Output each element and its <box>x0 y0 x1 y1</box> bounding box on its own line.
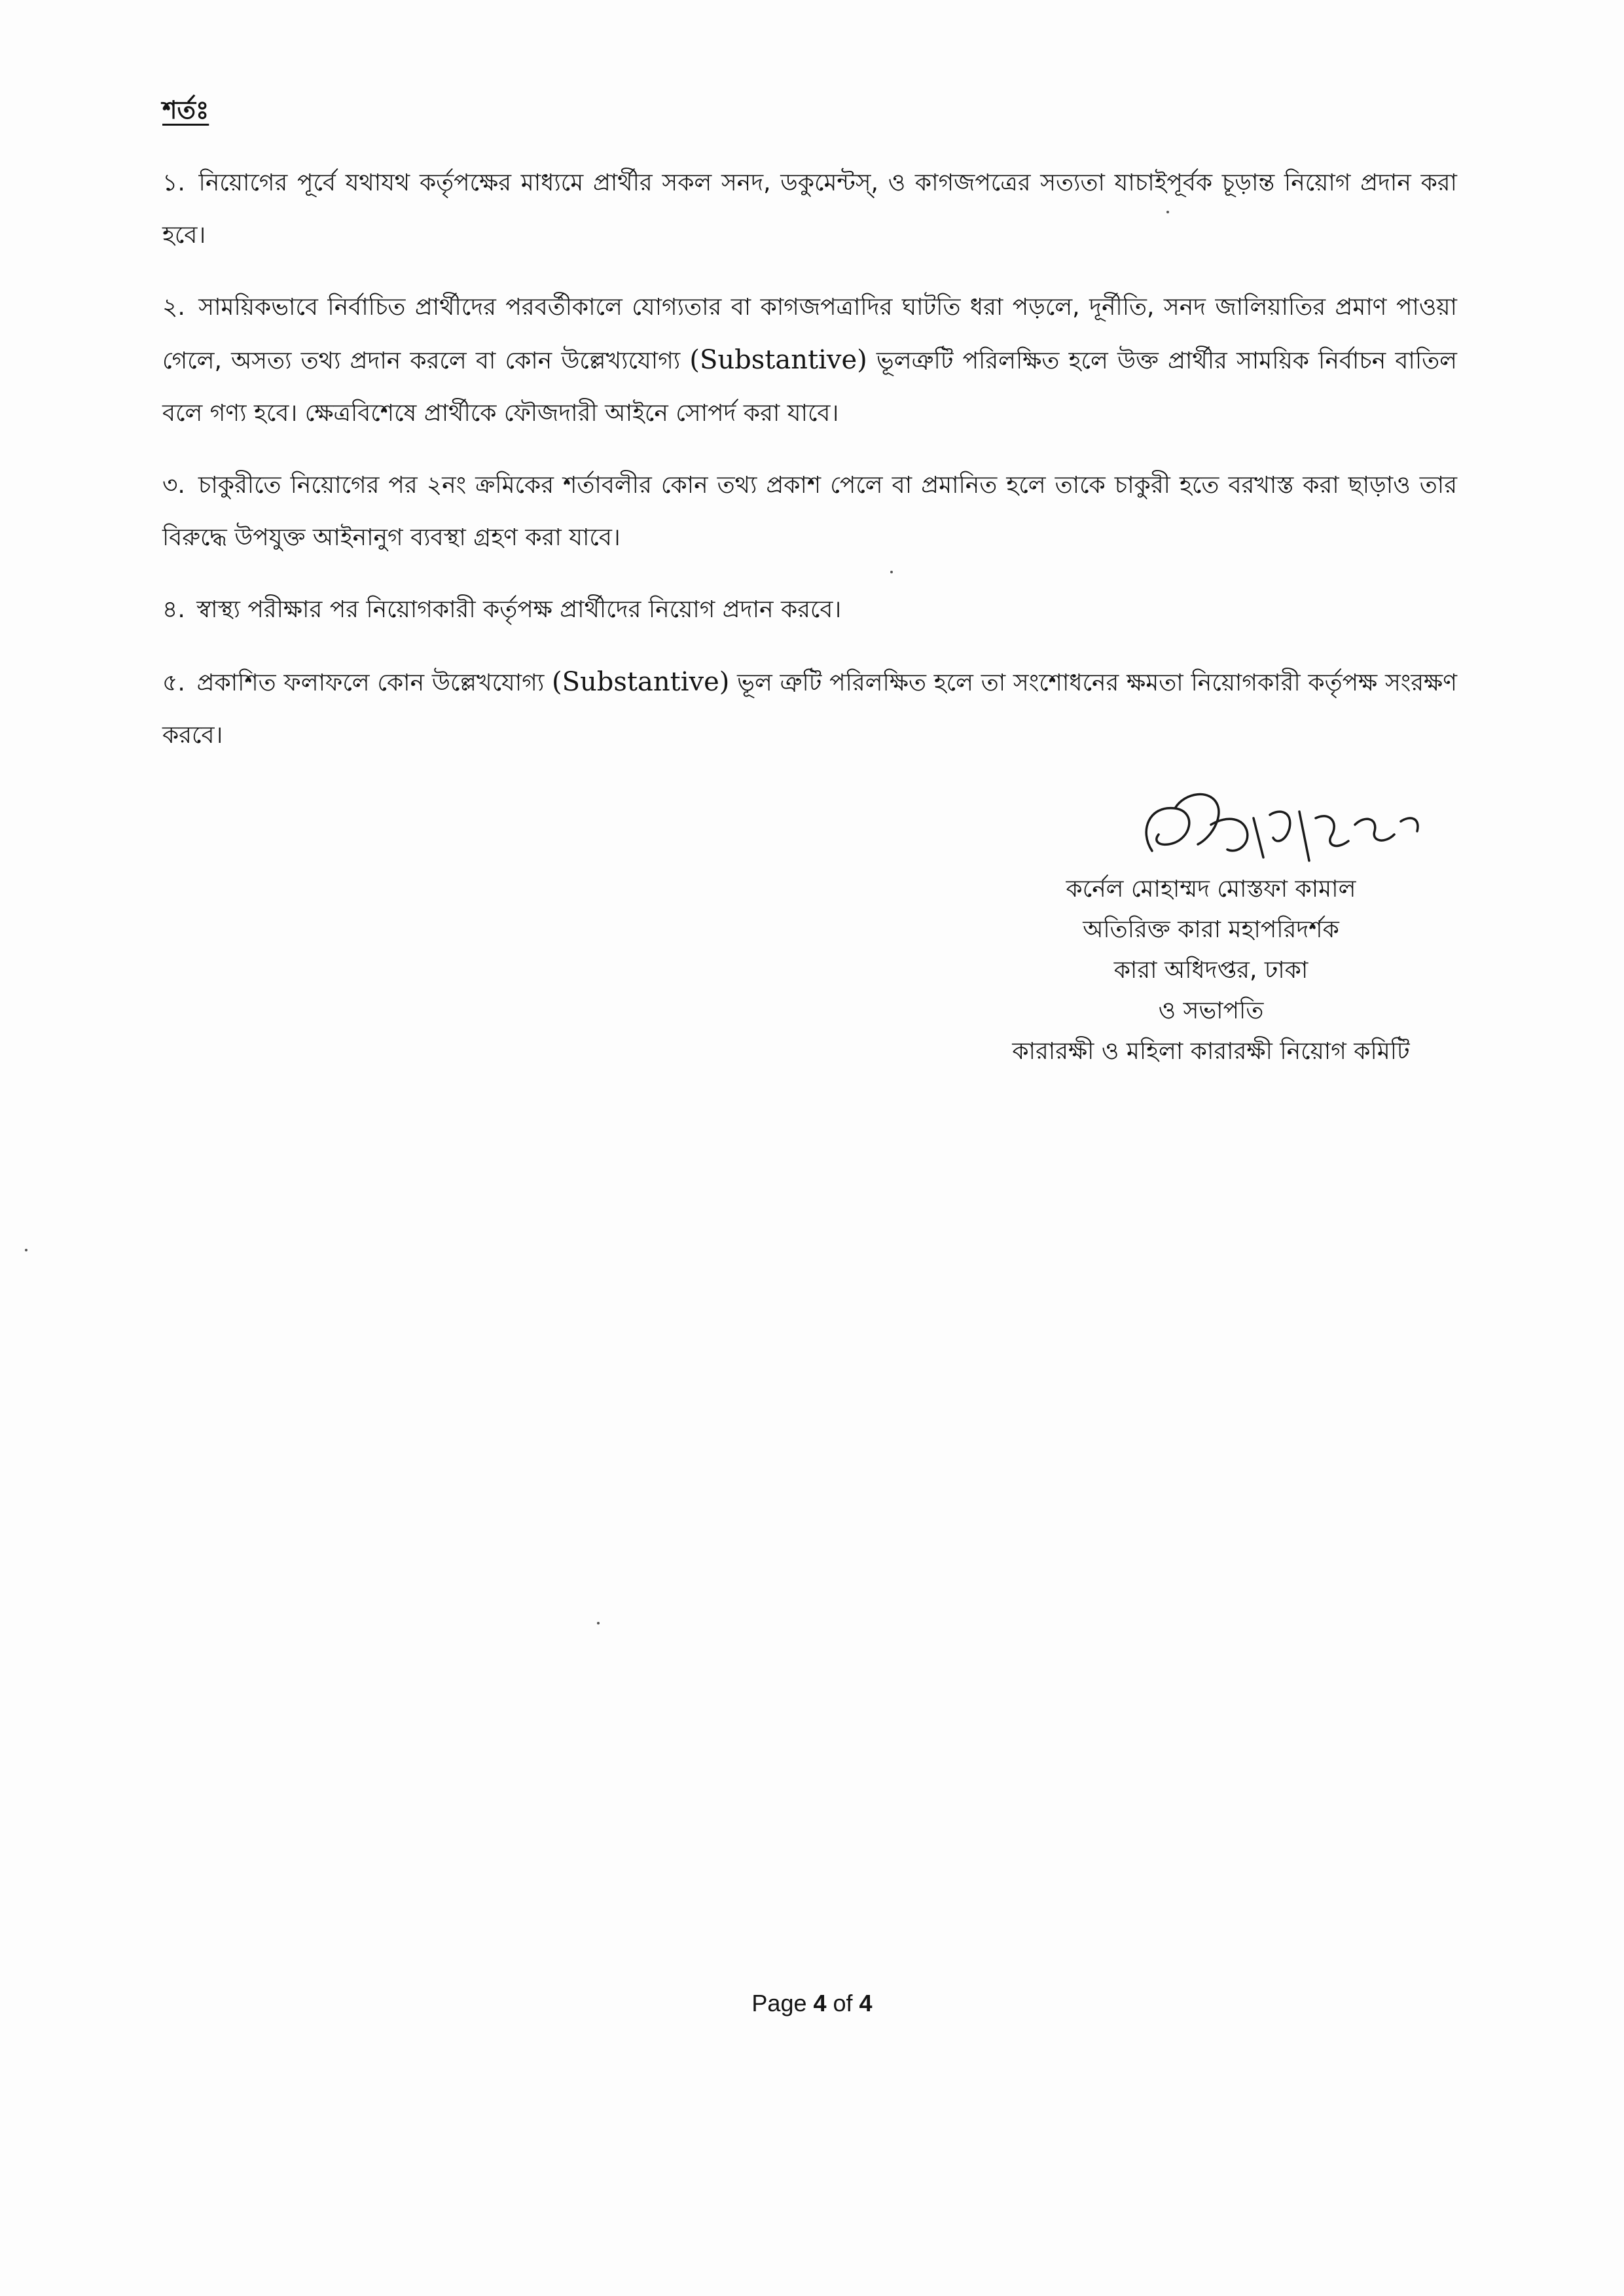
condition-text: ভূল ত্রুটি পরিলক্ষিত হলে তা সংশোধনের ক্ষমতা নিয়োগকারী কর্তৃপক্ষ সংরক্ষণ করবে। <box>162 670 1457 749</box>
condition-text: ভূলত্রুটি পরিলক্ষিত হলে উক্ত প্রার্থীর সাময়িক নির্বাচন বাতিল বলে গণ্য হবে। ক্ষেত্রবিশেষে প্রার্থীকে ফৌজদারী আইনে সোপর্দ করা যাবে। <box>162 348 1457 427</box>
condition-text: সাময়িকভাবে নির্বাচিত প্রার্থীদের পরবর্তীকালে যোগ্যতার বা কাগজপত্রাদির ঘাটতি ধরা পড়লে, দূর্নীতি, সনদ জালিয়াতির প্রমাণ পাওয়া গেলে, অসত্য তথ্য প্রদান করলে বা কোন উল্লেখ্যযোগ্য <box>162 294 1457 374</box>
condition-text: নিয়োগের পূর্বে যথাযথ কর্তৃপক্ষের মাধ্যমে প্রার্থীর সকল সনদ, ডকুমেন্টস্, ও কাগজপত্রের সত্যতা যাচাইপূর্বক চূড়ান্ত নিয়োগ প্রদান করা হবে। <box>162 170 1457 249</box>
scan-speck <box>1166 211 1169 213</box>
condition-number: ৫. <box>162 670 185 696</box>
footer-prefix: Page <box>751 1990 814 2017</box>
condition-number: ১. <box>162 170 185 196</box>
total-pages: 4 <box>859 1990 873 2017</box>
condition-number: ৪. <box>162 596 185 623</box>
signatory-office: কারা অধিদপ্তর, ঢাকা <box>1113 957 1308 984</box>
condition-number: ৩. <box>162 472 185 499</box>
footer-middle: of <box>826 1990 859 2017</box>
handwritten-signature <box>1113 779 1440 884</box>
current-page: 4 <box>813 1990 827 2017</box>
scan-speck <box>890 571 893 573</box>
condition-text: প্রকাশিত ফলাফলে কোন উল্লেখযোগ্য <box>196 670 552 696</box>
signatory-name: কর্নেল মোহাম্মদ মোস্তফা কামাল <box>1066 876 1356 903</box>
signatory-committee: কারারক্ষী ও মহিলা কারারক্ষী নিয়োগ কমিটি <box>1012 1038 1410 1065</box>
substantive-term: (Substantive) <box>689 345 867 375</box>
condition-item-1 <box>162 157 1457 262</box>
condition-number: ২. <box>162 294 185 321</box>
page-number-footer <box>0 1990 1624 2017</box>
condition-item-3 <box>162 459 1457 564</box>
signatory-designation: অতিরিক্ত কারা মহাপরিদর্শক <box>1083 916 1339 943</box>
signatory-role: ও সভাপতি <box>1158 997 1264 1024</box>
scan-speck <box>25 1249 27 1251</box>
condition-text: স্বাস্থ্য পরীক্ষার পর নিয়োগকারী কর্তৃপক্ষ প্রার্থীদের নিয়োগ প্রদান করবে। <box>196 596 842 623</box>
conditions-heading: শর্তঃ <box>162 96 209 124</box>
condition-item-5 <box>162 656 1457 762</box>
condition-item-2 <box>162 281 1457 440</box>
signatory-block <box>969 869 1453 1072</box>
scan-speck <box>597 1622 600 1624</box>
condition-text: চাকুরীতে নিয়োগের পর ২নং ক্রমিকের শর্তাবলীর কোন তথ্য প্রকাশ পেলে বা প্রমানিত হলে তাকে চাকুরী হতে বরখাস্ত করা ছাড়াও তার বিরুদ্ধে উপযুক্ত আইনানুগ ব্যবস্থা গ্রহণ করা যাবে। <box>162 472 1457 551</box>
substantive-term: (Substantive) <box>552 667 730 697</box>
condition-item-4 <box>162 584 1457 636</box>
conditions-list <box>162 157 1457 781</box>
